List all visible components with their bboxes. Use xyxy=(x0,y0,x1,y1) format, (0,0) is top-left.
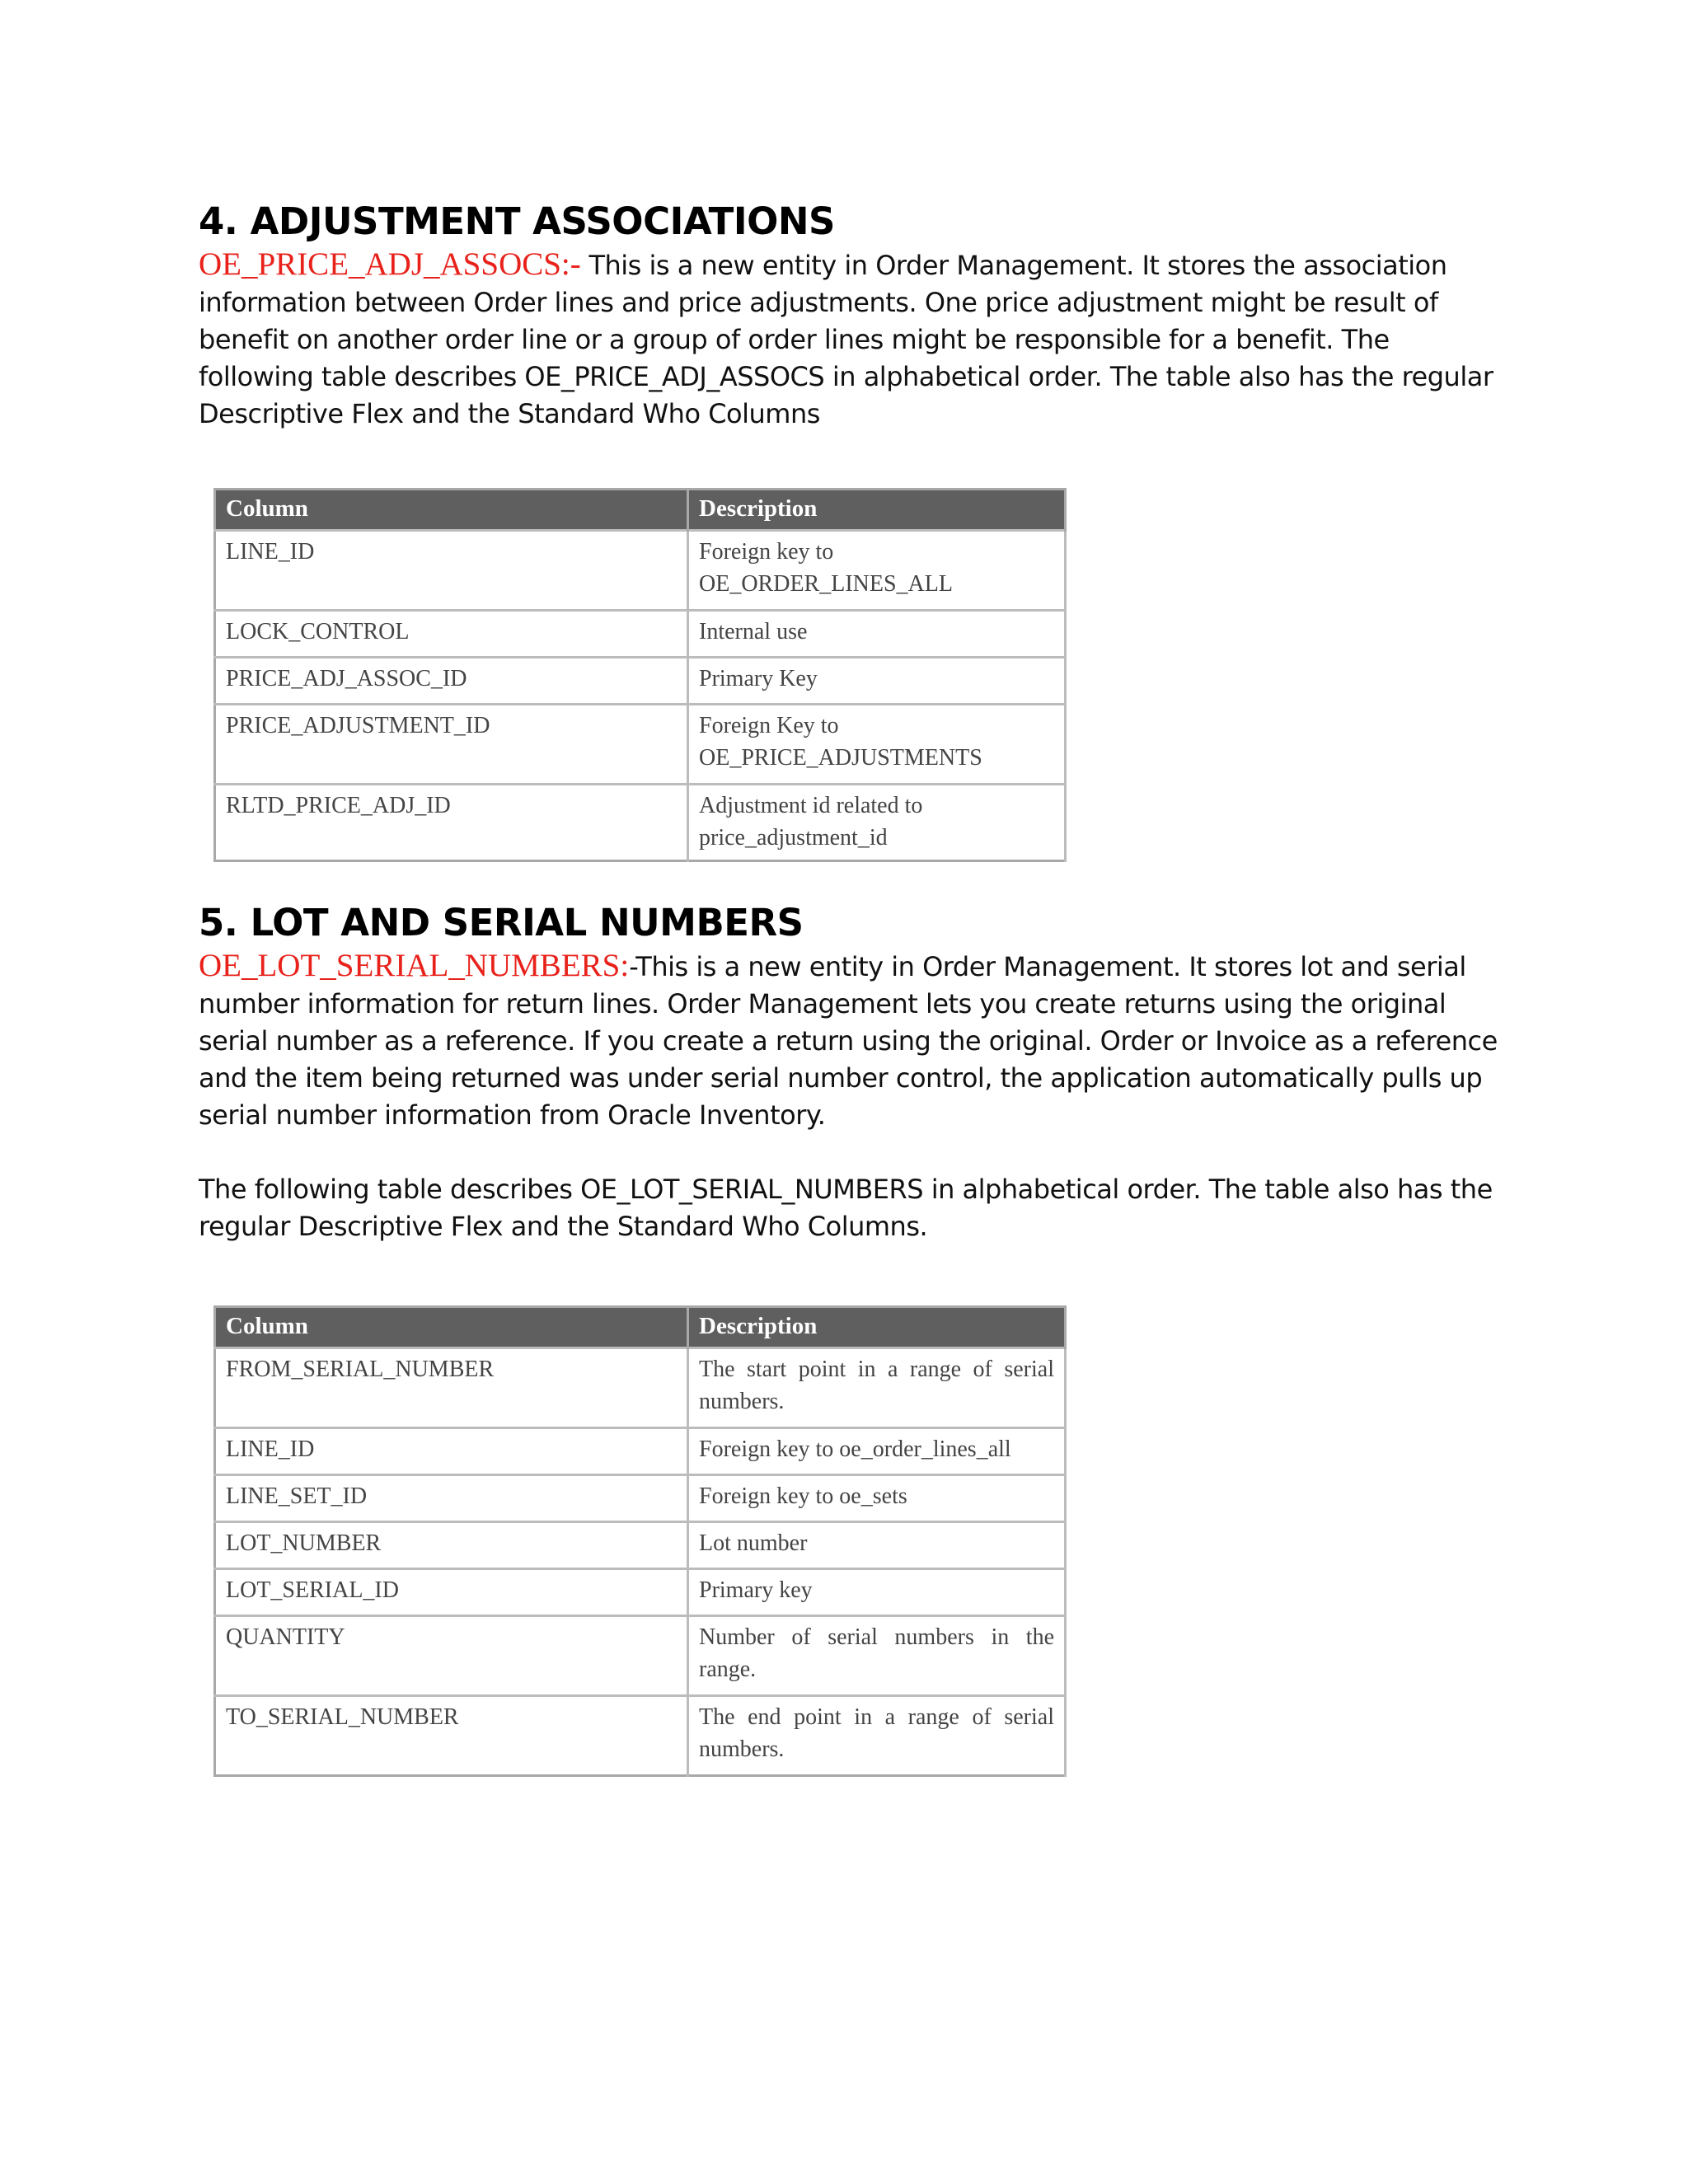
column-cell: RLTD_PRICE_ADJ_ID xyxy=(215,785,688,861)
description-cell: Primary key xyxy=(688,1569,1066,1616)
table-header-row xyxy=(215,490,1066,531)
section-heading-lot-serial-numbers: 5. LOT AND SERIAL NUMBERS xyxy=(199,901,804,944)
description-cell: The end point in a range of serial numbers. xyxy=(688,1696,1066,1776)
table-row xyxy=(215,611,1066,658)
description-cell: Adjustment id related to price_adjustment_id xyxy=(688,785,1066,861)
column-header: Column xyxy=(215,490,688,531)
section-paragraph-adjustment-associations xyxy=(199,246,1501,433)
table-header-row xyxy=(215,1307,1066,1348)
description-cell: Primary Key xyxy=(688,658,1066,705)
column-header: Column xyxy=(215,1307,688,1348)
description-cell: Foreign key to OE_ORDER_LINES_ALL xyxy=(688,531,1066,611)
description-cell: Number of serial numbers in the range. xyxy=(688,1616,1066,1696)
column-cell: LOT_NUMBER xyxy=(215,1522,688,1569)
description-cell: Foreign key to oe_order_lines_all xyxy=(688,1428,1066,1475)
section-paragraph-lot-serial-table-intro: The following table describes OE_LOT_SERIAL_NUMBERS in alphabetical order. The table also has the regular Descriptive Flex and the Standard Who Columns. xyxy=(199,1174,1493,1242)
table-row xyxy=(215,1428,1066,1475)
column-cell: LINE_SET_ID xyxy=(215,1475,688,1522)
column-cell: PRICE_ADJ_ASSOC_ID xyxy=(215,658,688,705)
description-header: Description xyxy=(688,490,1066,531)
column-cell: LOT_SERIAL_ID xyxy=(215,1569,688,1616)
section-paragraph-lot-serial-numbers xyxy=(199,947,1501,1134)
description-cell: Foreign Key to OE_PRICE_ADJUSTMENTS xyxy=(688,705,1066,785)
entity-name: OE_PRICE_ADJ_ASSOCS:- xyxy=(199,246,581,282)
table-row xyxy=(215,1475,1066,1522)
paragraph-text: -This is a new entity in Order Management. It stores lot and serial number information for return lines. Order Management lets you create returns using the original serial number as a reference. If you create a return using the original. Order or Invoice as a reference and the item being returned was under serial number control, the application automatically pulls up serial number information from Oracle Inventory. xyxy=(199,951,1498,1131)
table-row xyxy=(215,1348,1066,1428)
column-cell: LINE_ID xyxy=(215,1428,688,1475)
table-row xyxy=(215,1696,1066,1776)
description-cell: Foreign key to oe_sets xyxy=(688,1475,1066,1522)
description-cell: Lot number xyxy=(688,1522,1066,1569)
description-cell: The start point in a range of serial numbers. xyxy=(688,1348,1066,1428)
column-cell: QUANTITY xyxy=(215,1616,688,1696)
column-cell: LINE_ID xyxy=(215,531,688,611)
column-cell: LOCK_CONTROL xyxy=(215,611,688,658)
paragraph-text: This is a new entity in Order Management. It stores the association information between Order lines and price adjustments. One price adjustment might be result of benefit on another order line or a group of order lines might be responsible for a benefit. The following table describes OE_PRICE_ADJ_ASSOCS in alphabetical order. The table also has the regular Descriptive Flex and the Standard Who Columns xyxy=(199,250,1493,429)
table-row xyxy=(215,1616,1066,1696)
entity-name: OE_LOT_SERIAL_NUMBERS: xyxy=(199,948,630,983)
column-cell: TO_SERIAL_NUMBER xyxy=(215,1696,688,1776)
column-cell: FROM_SERIAL_NUMBER xyxy=(215,1348,688,1428)
table-row xyxy=(215,785,1066,861)
column-cell: PRICE_ADJUSTMENT_ID xyxy=(215,705,688,785)
page-content xyxy=(199,198,1501,1777)
price-adj-assocs-table xyxy=(213,488,1067,862)
description-cell: Internal use xyxy=(688,611,1066,658)
table-row xyxy=(215,531,1066,611)
description-header: Description xyxy=(688,1307,1066,1348)
table-row xyxy=(215,1522,1066,1569)
section-heading-adjustment-associations: 4. ADJUSTMENT ASSOCIATIONS xyxy=(199,199,835,243)
table-row xyxy=(215,658,1066,705)
table-row xyxy=(215,1569,1066,1616)
lot-serial-numbers-table xyxy=(213,1305,1067,1777)
table-row xyxy=(215,705,1066,785)
